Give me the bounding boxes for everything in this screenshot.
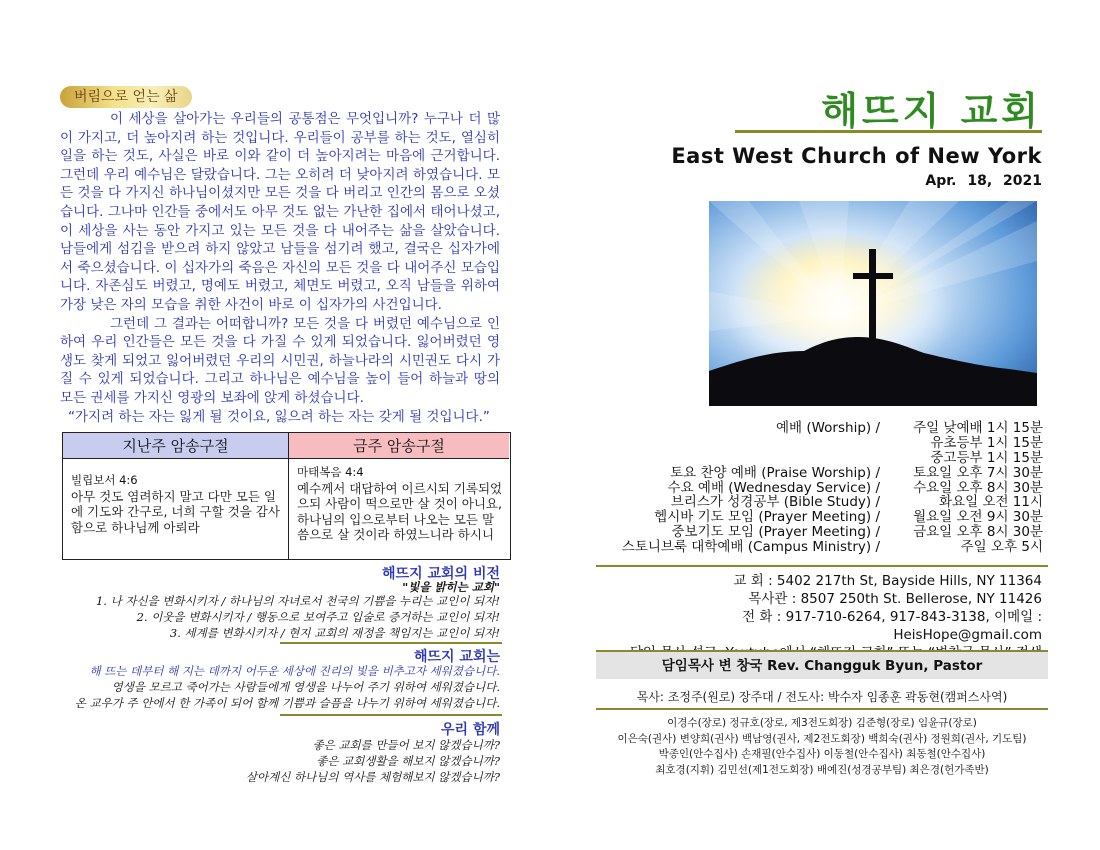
worship-schedule: [560, 421, 1045, 555]
service-time: 화요일 오전 11시: [938, 494, 1043, 511]
church-address: 교 회 : 5402 217th St, Bayside Hills, NY 11364: [733, 573, 1042, 589]
worship-row: [560, 466, 1045, 481]
church-contact-info: [596, 572, 1042, 662]
service-name: 예배 (Worship) /: [775, 420, 880, 436]
about-line: 온 교우가 주 안에서 한 가족이 되어 함께 기쁨과 슬픔을 나누기 위하여 세워졌습니다.: [74, 696, 500, 710]
worship-row: [560, 525, 1045, 540]
essay-paragraph-1: 이 세상을 살아가는 우리들의 공통점은 무엇입니까? 누구나 더 많이 가지고, 더 높아지려 하는 것입니다. 우리들이 공부를 하는 것도, 열심히 일을 하는 것도, 사실은 바로 이와 같이 더 높아지려는 마음에 근거합니다. 그런데 우리 예수님은 달랐습니다. 그는 오히려 더 낮아지려 하였습니다. 모든 것을 다 가지신 하나님이셨지만 모든 것을 다 버리고 인간의 몸으로 오셨습니다. 그나마 인간들 중에서도 아무 것도 없는 가난한 집에서 태어나셨고, 이 세상을 사는 동안 가지고 있는 모든 것을 다 내어주는 삶을 살았습니다. 남들에게 섬김을 받으려 하지 않았고 남들을 섬기려 했고, 결국은 십자가에서 죽으셨습니다. 이 십자가의 죽음은 자신의 모든 것을 다 내어주신 모습입니다. 자존심도 버렸고, 명예도 버렸고, 체면도 버렸고, 오직 남들을 위하여 가장 낮은 자의 모습을 취한 사건이 바로 이 십자가의 사건입니다.: [60, 111, 500, 313]
phone-email: 전 화 : 917-710-6264, 917-843-3138, 이메일 : HeisHope@gmail.com: [742, 609, 1042, 643]
vision-item: 1. 나 자신을 변화시키자 / 하나님의 자녀로서 천국의 기쁨을 누리는 교인이 되자!: [95, 594, 500, 608]
last-week-verse-text: 아무 것도 염려하지 말고 다만 모든 일에 기도와 간구로, 너희 구할 것을 감사함으로 하나님께 아뢰라: [71, 488, 280, 535]
last-week-verse-ref: 빌립보서 4:6: [71, 473, 138, 487]
essay-body: [60, 110, 500, 426]
pastoral-staff: 목사: 조정주(원로) 장주대 / 전도사: 박수자 임종훈 곽동현(캠퍼스사역): [636, 690, 1008, 704]
about-line: 해 뜨는 데부터 해 지는 데까지 어두운 세상에 진리의 빛을 비추고자 세워졌습니다.: [89, 664, 500, 678]
this-week-verse-header: 금주 암송구절: [289, 433, 509, 459]
elders-line: 이은숙(권사) 변양희(권사) 백남영(권사, 제2전도회장) 백희숙(권사) 정원희(권사, 기도팀): [617, 732, 1027, 745]
worship-row: [560, 451, 1045, 466]
about-list: [40, 663, 500, 711]
vision-title: 해뜨지 교회의 비전: [382, 566, 500, 582]
this-week-verse-cell: [289, 459, 509, 559]
elders-line: 최호경(지휘) 김민선(제1전도회장) 배예진(성경공부팀) 최은경(헌가족반): [655, 763, 989, 776]
about-line: 영생을 모르고 죽어가는 사람들에게 영생을 나누어 주기 위하여 세워졌습니다.: [111, 680, 500, 694]
essay-title-label: 버림으로 얻는 삶: [60, 86, 192, 108]
together-title: 우리 함께: [441, 722, 500, 738]
memory-verse-table: [62, 432, 511, 560]
about-title: 해뜨지 교회는: [413, 649, 500, 665]
church-name-korean: 해뜨지 교회: [821, 89, 1042, 133]
title-divider: [735, 130, 1042, 133]
service-time: 주일 오후 5시: [960, 539, 1043, 556]
service-name: 수요 예배 (Wednesday Service) /: [667, 479, 880, 496]
service-name: 토요 찬양 예배 (Praise Worship) /: [670, 464, 880, 481]
vision-list: [60, 593, 500, 641]
vision-item: 3. 세계를 변화시키자 / 현지 교회의 재정을 책임지는 교인이 되자!: [169, 626, 500, 640]
together-line: 좋은 교회생활을 해보지 않겠습니까?: [316, 754, 500, 768]
service-time: 월요일 오전 9시 30분: [913, 509, 1043, 526]
parsonage-address: 목사관 : 8507 250th St. Bellerose, NY 11426: [748, 591, 1042, 607]
bulletin-date: Apr. 18, 2021: [925, 173, 1042, 189]
this-week-verse-ref: 마태복음 4:4: [297, 465, 364, 479]
this-week-verse-text: 예수께서 대답하여 이르시되 기록되었으되 사람이 떡으로만 살 것이 아니요, 하나님의 입으로부터 나오는 모든 말씀으로 살 것이라 하였느니라 하시니: [297, 480, 503, 542]
together-list: [200, 737, 500, 785]
vision-subtitle: "빛을 밝히는 교회": [402, 580, 500, 594]
service-time: 토요일 오후 7시 30분: [913, 464, 1043, 481]
service-time: 금요일 오후 8시 30분: [913, 524, 1043, 541]
service-name: 스토니브룩 대학예배 (Campus Ministry) /: [621, 539, 880, 556]
section-divider: [280, 714, 502, 716]
elders-list: [596, 716, 1048, 778]
elders-line: 이경수(장로) 정규호(장로, 제3전도회장) 김준형(장로) 임윤규(장로): [667, 717, 977, 729]
service-name: 중보기도 모임 (Prayer Meeting) /: [671, 524, 880, 541]
cross-sunrise-image: [709, 201, 1037, 406]
vision-item: 2. 이웃을 변화시키자 / 행동으로 보여주고 입술로 증거하는 교인이 되자!: [136, 610, 500, 624]
service-name: 브리스가 성경공부 (Bible Study) /: [670, 494, 880, 511]
staff-divider: [596, 708, 1048, 710]
info-divider: [596, 565, 1048, 567]
worship-row: [560, 436, 1045, 451]
service-time: 중고등부 1시 15분: [930, 449, 1043, 466]
worship-row: [560, 540, 1045, 555]
church-name-english: East West Church of New York: [671, 144, 1042, 168]
service-time: 수요일 오후 8시 30분: [913, 479, 1043, 496]
elders-line: 박종인(안수집사) 손재필(안수집사) 이동철(안수집사) 최동철(안수집사): [658, 748, 986, 760]
service-name: 헵시바 기도 모임 (Prayer Meeting) /: [654, 509, 880, 526]
together-line: 좋은 교회를 만들어 보지 않겠습니까?: [312, 738, 500, 752]
senior-pastor: 담임목사 변 창국 Rev. Changguk Byun, Pastor: [596, 650, 1048, 679]
service-time: 주일 낮예배 1시 15분: [913, 420, 1043, 436]
worship-row: [560, 510, 1045, 525]
last-week-verse-header: 지난주 암송구절: [63, 433, 289, 459]
essay-quote: “가지려 하는 자는 잃게 될 것이요, 잃으려 하는 자는 갖게 될 것입니다.”: [68, 408, 490, 425]
section-divider: [280, 642, 502, 644]
last-week-verse-cell: [63, 459, 289, 559]
together-line: 살아계신 하나님의 역사를 체험해보지 않겠습니까?: [245, 770, 500, 784]
worship-row: [560, 421, 1045, 436]
essay-paragraph-2: 그런데 그 결과는 어떠합니까? 모든 것을 다 버렸던 예수님으로 인하여 우리 인간들은 모든 것을 다 가질 수 있게 되었습니다. 잃어버렸던 영생도 찾게 되었고 잃어버렸던 우리의 시민권, 하늘나라의 시민권도 다시 가질 수 있게 되었습니다. 그리고 하나님은 예수님을 높이 들어 하늘과 땅의 모든 권세를 가지신 영광의 보좌에 앉게 하셨습니다.: [60, 315, 500, 406]
service-time: 유초등부 1시 15분: [930, 434, 1043, 451]
